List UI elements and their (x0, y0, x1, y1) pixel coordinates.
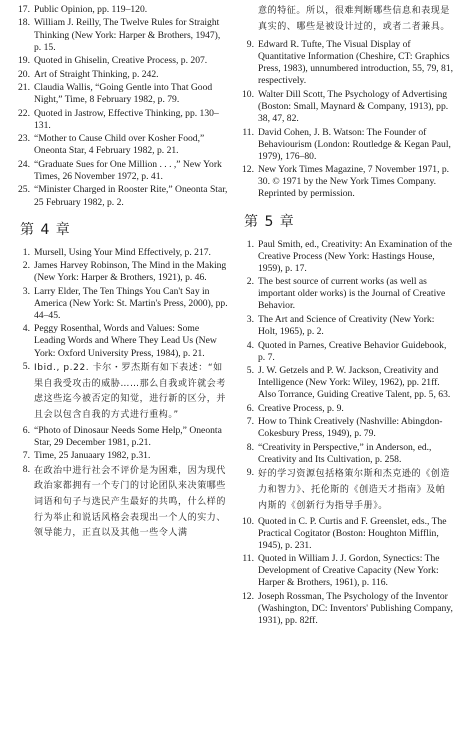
note-text: Edward R. Tufte, The Visual Display of Quantitative Information (Cheshire, CT: Graphics Press, 1983), unnumbered introduction, 55, 79, 81, respectively. (258, 39, 454, 87)
note-item (16, 159, 228, 183)
note-item (240, 365, 454, 401)
note-text: Quoted in Ghiselin, Creative Process, p. 207. (34, 55, 208, 67)
note-text: Ibid., p.22. 卡尔・罗杰斯有如下表述：“如果自我受攻击的威胁……那么自我或许就会考虑这些迄今被否定的知觉，进行新的区分，并且会以包含自我的方式进行重构。” (34, 363, 227, 420)
notes-list-ch4 (16, 247, 228, 542)
note-item (16, 108, 228, 132)
note-number: 19. (18, 55, 30, 67)
note-number: 2. (22, 260, 30, 272)
note-text: William J. Reilly, The Twelve Rules for Straight Thinking (New York: Harper & Brothers, 1947), p. 15. (34, 17, 221, 53)
note-item (16, 450, 228, 462)
note-text: Larry Elder, The Ten Things You Can't Say in America (New York: St. Martin's Press, 2000), pp. 44–45. (34, 285, 228, 321)
note-item (16, 55, 228, 67)
note-number: 24. (18, 158, 30, 170)
note-item (240, 403, 454, 415)
note-item (16, 247, 228, 259)
note-number: 9. (246, 39, 254, 51)
note-item (240, 442, 454, 466)
note-text: “Graduate Sues for One Million . . . ,” New York Times, 26 November 1972, p. 41. (34, 158, 222, 182)
note-item (240, 127, 454, 163)
note-item (240, 89, 454, 125)
note-item (16, 286, 228, 322)
note-item (240, 553, 454, 589)
note-text: Claudia Wallis, “Going Gentle into That Good Night,” Time, 8 February 1982, p. 79. (34, 82, 213, 106)
note-item (240, 39, 454, 87)
note-number: 5. (22, 361, 30, 373)
note-number: 4. (246, 339, 254, 351)
note-number: 25. (18, 184, 30, 196)
note-item (240, 591, 454, 627)
note-number: 10. (242, 515, 254, 527)
note-item (16, 4, 228, 16)
note-item (240, 340, 454, 364)
note-text: David Cohen, J. B. Watson: The Founder of Behaviourism (London: Routledge & Kegan Paul, 1979), 176–80. (258, 126, 451, 162)
note-text: “Minister Charged in Rooster Rite,” Oneonta Star, 25 February 1982, p. 2. (34, 184, 228, 208)
note-text: Walter Dill Scott, The Psychology of Advertising (Boston: Small, Maynard & Company, 1913), pp. 38, 47, 82. (258, 88, 449, 125)
note-text: “Photo of Dinosaur Needs Some Help,” Oneonta Star, 29 December 1981, p.21. (34, 424, 222, 448)
note-item (16, 69, 228, 81)
note-text: J. W. Getzels and P. W. Jackson, Creativity and Intelligence (New York: Wiley, 1962), pp. 21ff. Also Torrance, Guiding Creative Talent, pp. 5, 63. (258, 365, 451, 401)
note-number: 4. (22, 323, 30, 335)
note-number: 18. (18, 17, 30, 29)
note-text: Paul Smith, ed., Creativity: An Examination of the Creative Process (New York: Hastings House, 1959), p. 17. (258, 238, 452, 274)
note-text: “Mother to Cause Child over Kosher Food,” Oneonta Star, 4 February 1982, p. 21. (34, 133, 205, 157)
note-number: 22. (18, 107, 30, 119)
note-text: How to Think Creatively (Nashville: Abingdon-Cokesbury Press, 1949), p. 79. (258, 416, 443, 440)
note-number: 12. (242, 590, 254, 602)
note-text: Peggy Rosenthal, Words and Values: Some Leading Words and Where They Lead Us (New York: Oxford University Press, 1984), p. 21. (34, 323, 217, 359)
note-number: 7. (22, 450, 30, 462)
note-number: 11. (242, 553, 254, 565)
note-item (16, 260, 228, 284)
note-number: 12. (242, 164, 254, 176)
note-item (240, 314, 454, 338)
note-item (16, 361, 228, 423)
note-item (240, 239, 454, 275)
note-continuation: 意的特征。所以，很难判断哪些信息和表现是真实的、哪些是被设计过的，或者二者兼具。 (258, 6, 451, 32)
notes-list-ch3 (16, 4, 228, 209)
note-item (16, 323, 228, 359)
note-text: Quoted in William J. J. Gordon, Synectics: The Development of Creative Capacity (New York: Harper & Brothers, 1961), p. 116. (258, 553, 440, 589)
note-text: The best source of current works (as well as important older works) is the Journal of Creative Behavior. (258, 276, 446, 312)
note-number: 3. (246, 313, 254, 325)
note-number: 21. (18, 82, 30, 94)
note-text: Creative Process, p. 9. (258, 402, 344, 414)
note-text: Quoted in Jastrow, Effective Thinking, pp. 130–131. (34, 107, 219, 131)
note-text: 好的学习资源包括格策尔斯和杰克逊的《创造力和智力》、托伦斯的《创造天才指南》及帕内斯的《创新行为指导手册》。 (258, 469, 451, 511)
note-item (16, 82, 228, 106)
note-text: Mursell, Using Your Mind Effectively, p. 217. (34, 246, 211, 258)
right-column (240, 4, 454, 751)
note-item (240, 467, 454, 514)
note-text: Joseph Rossman, The Psychology of the Inventor (Washington, DC: Inventors' Publishing Company, 1931), pp. 82ff. (258, 590, 453, 627)
note-item (240, 516, 454, 552)
note-number: 17. (18, 4, 30, 15)
note-text: 在政治中进行社会不评价是为困难，因为现代政治家都拥有一个专门的讨论团队来决策哪些词语和句子与选民产生最好的共鸣，什么样的行为举止和说话风格会表现出一个人的实力、领导能力，正直以及其他一些令人满 (34, 465, 227, 539)
note-number: 7. (246, 416, 254, 428)
note-item (240, 416, 454, 440)
note-text: Art of Straight Thinking, p. 242. (34, 68, 159, 80)
note-number: 5. (246, 365, 254, 377)
note-number: 6. (22, 424, 30, 436)
note-number: 8. (22, 463, 30, 475)
note-number: 10. (242, 88, 254, 100)
note-number: 2. (246, 276, 254, 288)
note-number: 11. (242, 126, 254, 138)
note-text: Quoted in C. P. Curtis and F. Greenslet, eds., The Practical Cogitator (Boston: Houghton Mifflin, 1945), p. 231. (258, 515, 447, 551)
note-number: 9. (246, 467, 254, 479)
note-text: James Harvey Robinson, The Mind in the Making (New York: Harper & Brothers, 1921), p. 46. (34, 260, 227, 284)
note-item (240, 276, 454, 312)
note-text: Quoted in Parnes, Creative Behavior Guidebook, p. 7. (258, 339, 447, 363)
chapter-heading-5: 第 5 章 (244, 213, 295, 230)
note-number: 1. (246, 238, 254, 250)
note-text: “Creativity in Perspective,” in Anderson, ed., Creativity and Its Cultivation, p. 258. (258, 441, 432, 465)
note-text: New York Times Magazine, 7 November 1971, p. 30. © 1971 by the New York Times Company. Reprinted by permission. (258, 164, 450, 200)
note-number: 8. (246, 441, 254, 453)
left-column (16, 4, 228, 751)
note-number: 1. (22, 246, 30, 258)
note-number: 20. (18, 68, 30, 80)
note-item (16, 133, 228, 157)
note-number: 6. (246, 402, 254, 414)
note-text: Public Opinion, pp. 119–120. (34, 4, 148, 15)
note-item (16, 425, 228, 449)
chapter-heading-4: 第 4 章 (20, 221, 71, 238)
note-item (240, 164, 454, 200)
notes-list-ch5 (240, 239, 454, 628)
note-text: The Art and Science of Creativity (New York: Holt, 1965), p. 2. (258, 313, 435, 338)
note-item (16, 17, 228, 53)
note-item (16, 184, 228, 208)
note-number: 3. (22, 285, 30, 297)
notes-list-ch4-cont (240, 39, 454, 200)
note-item (16, 464, 228, 542)
note-number: 23. (18, 133, 30, 145)
note-text: Time, 25 Januaary 1982, p.31. (34, 450, 151, 462)
